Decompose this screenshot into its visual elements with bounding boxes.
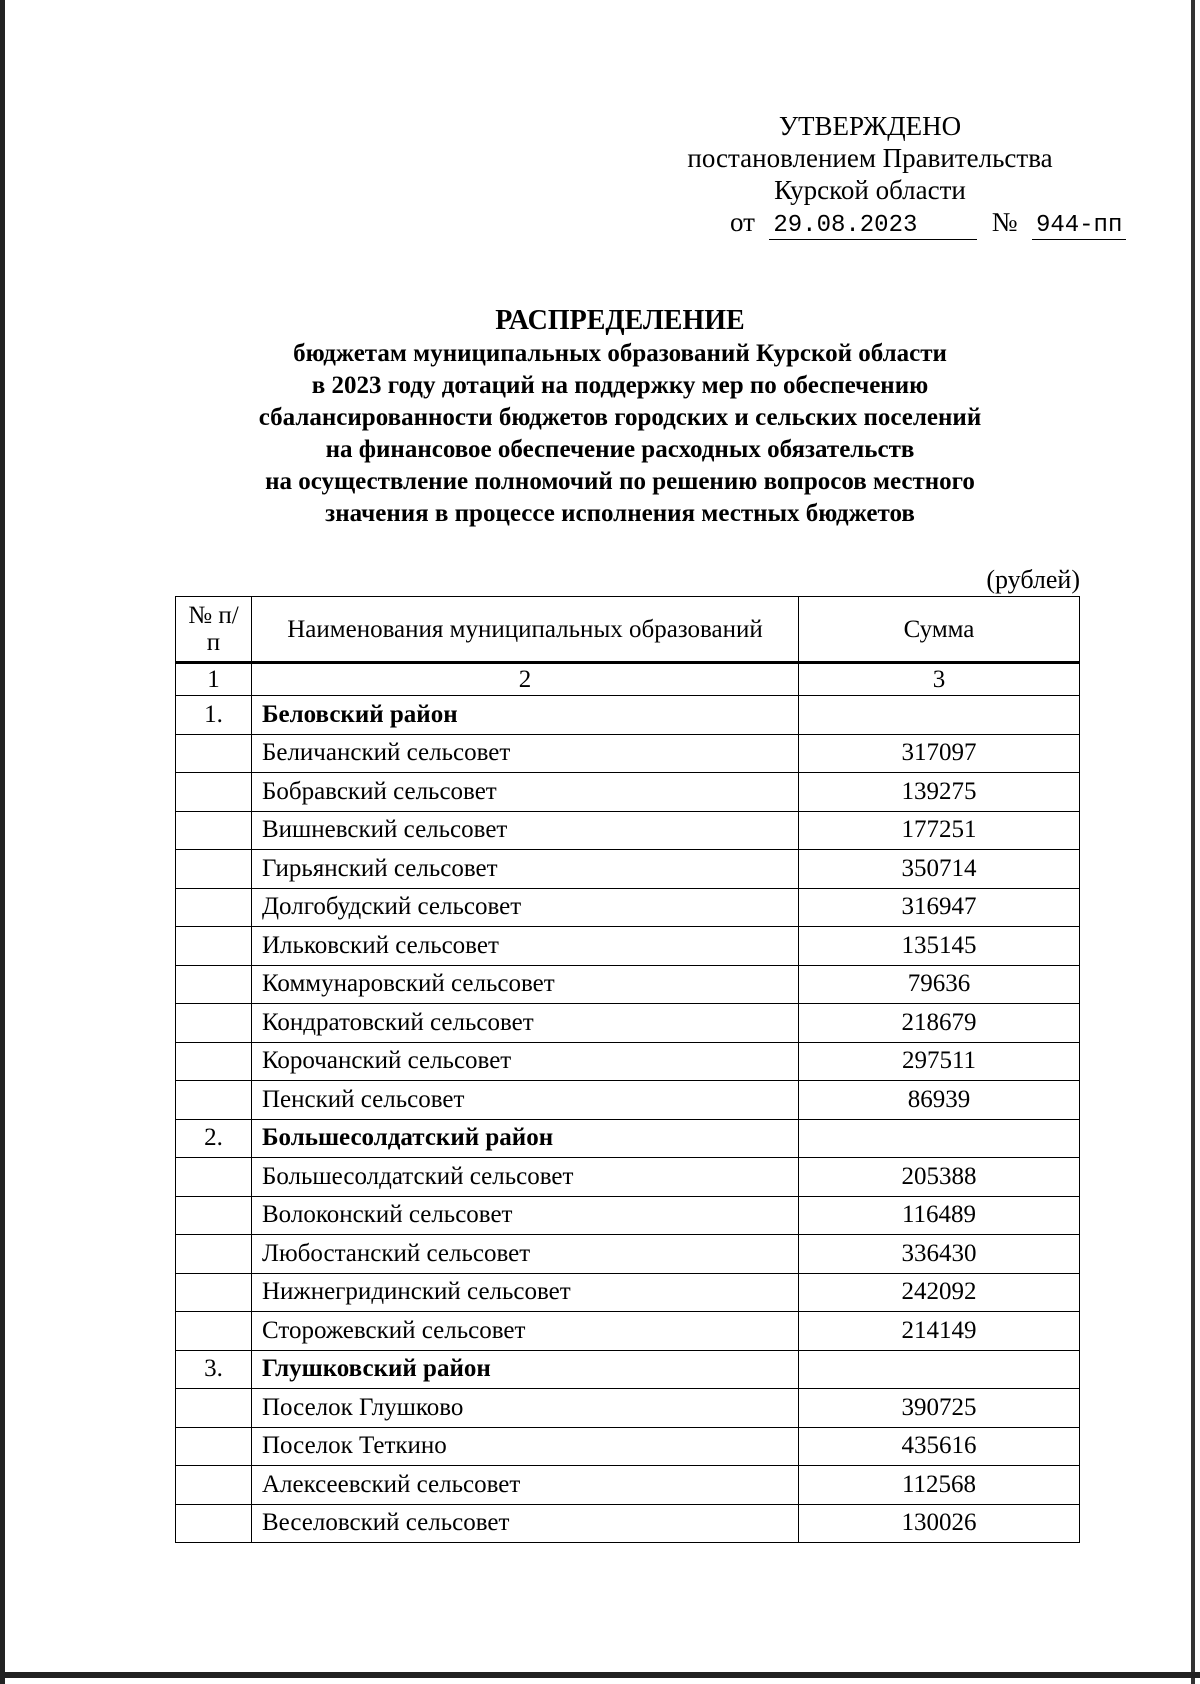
date-label: от <box>730 207 755 237</box>
table-body <box>176 696 1080 1543</box>
distribution-table-wrap <box>175 596 1079 1543</box>
row-number <box>176 965 252 1004</box>
municipality-name: Веселовский сельсовет <box>252 1504 799 1543</box>
row-number <box>176 1235 252 1274</box>
approval-stamp: УТВЕРЖДЕНО <box>778 111 962 141</box>
column-number: 2 <box>252 663 799 696</box>
municipality-name: Корочанский сельсовет <box>252 1042 799 1081</box>
row-number <box>176 1273 252 1312</box>
municipality-name: Большесолдатский сельсовет <box>252 1158 799 1197</box>
table-row <box>176 927 1080 966</box>
row-number <box>176 1004 252 1043</box>
municipality-name: Вишневский сельсовет <box>252 811 799 850</box>
municipality-name: Долгобудский сельсовет <box>252 888 799 927</box>
district-name: Большесолдатский район <box>252 1119 799 1158</box>
title-line: сбалансированности бюджетов городских и сельских поселений <box>258 404 982 431</box>
row-number <box>176 1158 252 1197</box>
row-number <box>176 1389 252 1428</box>
amount: 390725 <box>799 1389 1080 1428</box>
table-row <box>176 965 1080 1004</box>
municipality-name: Сторожевский сельсовет <box>252 1312 799 1351</box>
title-line: на финансовое обеспечение расходных обязательств <box>325 436 915 463</box>
column-number: 3 <box>799 663 1080 696</box>
district-name: Беловский район <box>252 696 799 735</box>
table-row <box>176 850 1080 889</box>
municipality-name: Нижнегридинский сельсовет <box>252 1273 799 1312</box>
municipality-name: Коммунаровский сельсовет <box>252 965 799 1004</box>
row-number <box>176 850 252 889</box>
date-value: 29.08.2023 <box>769 213 977 240</box>
approval-line-2: Курской области <box>774 175 966 205</box>
municipality-name: Алексеевский сельсовет <box>252 1466 799 1505</box>
number-label: № <box>991 207 1018 237</box>
amount: 79636 <box>799 965 1080 1004</box>
approval-line-1: постановлением Правительства <box>687 143 1053 173</box>
amount: 112568 <box>799 1466 1080 1505</box>
amount <box>799 1350 1080 1389</box>
units-label: (рублей) <box>986 565 1080 594</box>
amount: 135145 <box>799 927 1080 966</box>
title-line: бюджетам муниципальных образований Курской области <box>293 340 947 367</box>
title-line: в 2023 году дотаций на поддержку мер по обеспечению <box>311 372 929 399</box>
table-row <box>176 1273 1080 1312</box>
scan-border-right <box>1191 0 1195 1684</box>
header-name: Наименования муниципальных образований <box>252 597 799 663</box>
table-row <box>176 1389 1080 1428</box>
table-row <box>176 1042 1080 1081</box>
amount: 218679 <box>799 1004 1080 1043</box>
table-header-row <box>176 597 1080 663</box>
amount: 177251 <box>799 811 1080 850</box>
municipality-name: Любостанский сельсовет <box>252 1235 799 1274</box>
municipality-name: Кондратовский сельсовет <box>252 1004 799 1043</box>
table-row <box>176 1312 1080 1351</box>
amount: 336430 <box>799 1235 1080 1274</box>
column-number: 1 <box>176 663 252 696</box>
amount: 205388 <box>799 1158 1080 1197</box>
row-number: 3. <box>176 1350 252 1389</box>
table-row <box>176 1158 1080 1197</box>
table-row <box>176 888 1080 927</box>
row-number <box>176 773 252 812</box>
row-number: 1. <box>176 696 252 735</box>
title-heading: РАСПРЕДЕЛЕНИЕ <box>495 305 745 336</box>
row-number: 2. <box>176 1119 252 1158</box>
row-number <box>176 927 252 966</box>
amount <box>799 696 1080 735</box>
municipality-name: Ильковский сельсовет <box>252 927 799 966</box>
row-number <box>176 811 252 850</box>
amount: 317097 <box>799 734 1080 773</box>
amount: 130026 <box>799 1504 1080 1543</box>
district-row <box>176 1350 1080 1389</box>
amount: 435616 <box>799 1427 1080 1466</box>
row-number <box>176 1466 252 1505</box>
amount: 214149 <box>799 1312 1080 1351</box>
amount: 297511 <box>799 1042 1080 1081</box>
row-number <box>176 1081 252 1120</box>
district-name: Глушковский район <box>252 1350 799 1389</box>
table-row <box>176 1504 1080 1543</box>
table-row <box>176 1004 1080 1043</box>
scan-border-bottom <box>0 1672 1200 1678</box>
municipality-name: Пенский сельсовет <box>252 1081 799 1120</box>
municipality-name: Поселок Теткино <box>252 1427 799 1466</box>
number-value: 944-пп <box>1032 213 1126 240</box>
column-number-row <box>176 663 1080 696</box>
municipality-name: Беличанский сельсовет <box>252 734 799 773</box>
table-row <box>176 1466 1080 1505</box>
municipality-name: Поселок Глушково <box>252 1389 799 1428</box>
municipality-name: Бобравский сельсовет <box>252 773 799 812</box>
row-number <box>176 734 252 773</box>
row-number <box>176 1504 252 1543</box>
row-number <box>176 1196 252 1235</box>
row-number <box>176 1427 252 1466</box>
amount: 316947 <box>799 888 1080 927</box>
approval-block <box>640 110 1123 242</box>
amount <box>799 1119 1080 1158</box>
district-row <box>176 1119 1080 1158</box>
municipality-name: Гирьянский сельсовет <box>252 850 799 889</box>
amount: 116489 <box>799 1196 1080 1235</box>
header-sum: Сумма <box>799 597 1080 663</box>
document-title <box>180 304 1060 530</box>
row-number <box>176 1312 252 1351</box>
table-row <box>176 811 1080 850</box>
header-num: № п/п <box>176 597 252 663</box>
table-row <box>176 734 1080 773</box>
district-row <box>176 696 1080 735</box>
table-row <box>176 1081 1080 1120</box>
row-number <box>176 888 252 927</box>
amount: 86939 <box>799 1081 1080 1120</box>
table-row <box>176 1196 1080 1235</box>
title-line: значения в процессе исполнения местных бюджетов <box>325 500 915 527</box>
table-row <box>176 1427 1080 1466</box>
scan-border-left <box>0 0 5 1684</box>
table-row <box>176 1235 1080 1274</box>
title-line: на осуществление полномочий по решению вопросов местного <box>265 468 975 495</box>
row-number <box>176 1042 252 1081</box>
amount: 139275 <box>799 773 1080 812</box>
table-row <box>176 773 1080 812</box>
amount: 350714 <box>799 850 1080 889</box>
amount: 242092 <box>799 1273 1080 1312</box>
distribution-table <box>175 596 1080 1543</box>
approval-date-row <box>640 206 1123 242</box>
municipality-name: Волоконский сельсовет <box>252 1196 799 1235</box>
